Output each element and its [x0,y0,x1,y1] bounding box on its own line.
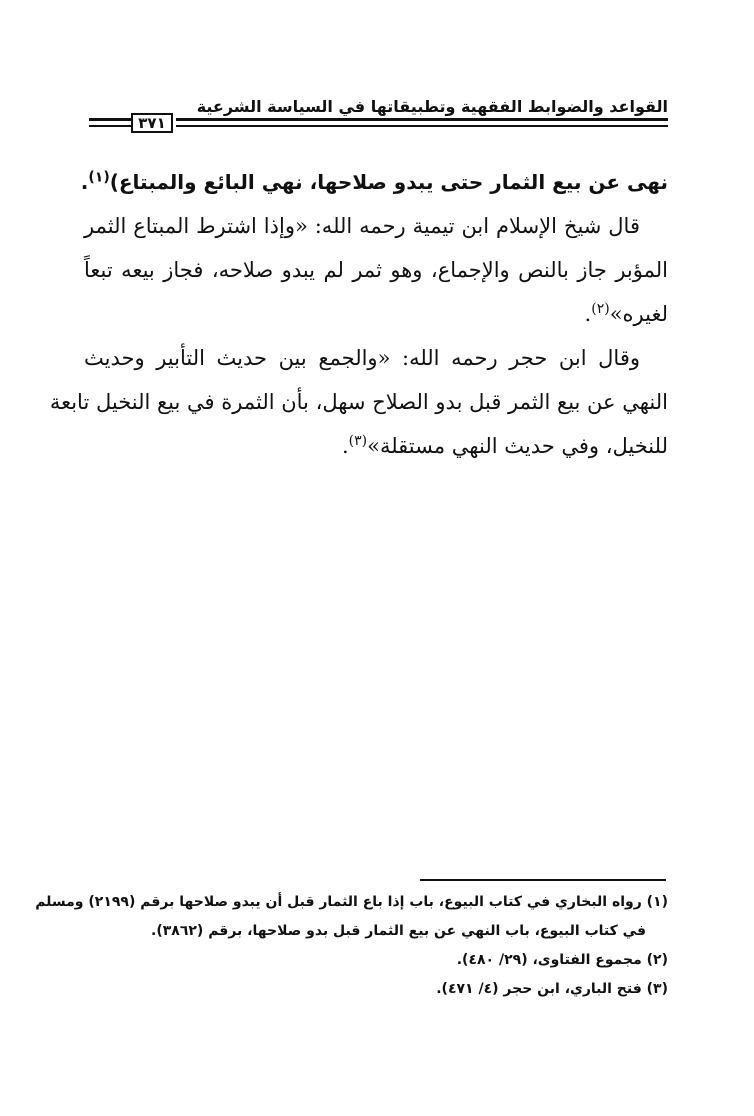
footnote-1-continuation: في كتاب البيوع، باب النهي عن بيع الثمار قبل بدو صلاحها، برقم (٣٨٦٢). [151,923,646,939]
footnote-3: (٣) فتح الباري، ابن حجر (٤/ ٤٧١). [436,981,668,997]
body-line-6: النهي عن بيع الثمر قبل بدو الصلاح سهل، بأن الثمرة في بيع النخيل تابعة [49,390,668,414]
footnote-2: (٢) مجموع الفتاوى، (٢٩/ ٤٨٠). [456,952,668,968]
body-line-2: قال شيخ الإسلام ابن تيمية رحمه الله: «وإذا اشترط المبتاع الثمر [84,214,640,238]
header-rule-short-top [89,118,131,121]
body-line-3: المؤبر جاز بالنص والإجماع، وهو ثمر لم يبدو صلاحه، فجاز بيعه تبعاً [84,258,668,282]
footnote-ref-3[interactable]: (٣) [348,433,368,449]
body-line-4: لغيره»$^{(٢)}$. [584,301,668,326]
header-rule-short-bottom [89,125,131,127]
body-line-1: نهى عن بيع الثمار حتى يبدو صلاحها، نهي البائع والمبتاع)$^{(١)}$. [80,169,668,194]
footnotes [35,888,668,1004]
body-text [49,160,668,468]
header-rule-long-bottom [176,125,668,127]
page-number: ٣٧١ [131,113,173,133]
footnote-ref-1[interactable]: (١) [88,169,110,186]
running-header-title: القواعد والضوابط الفقهية وتطبيقاتها في السياسة الشرعية [196,97,668,116]
body-line-5: وقال ابن حجر رحمه الله: «والجمع بين حديث التأبير وحديث [84,346,640,370]
footnote-1: (١) رواه البخاري في كتاب البيوع، باب إذا باع الثمار قبل أن يبدو صلاحها برقم (٢١٩٩) ومسلم [35,894,668,910]
footnote-ref-2[interactable]: (٢) [591,301,610,317]
header-rule-long-top [176,118,668,121]
body-line-7: للنخيل، وفي حديث النهي مستقلة»$^{(٣)}$. [341,433,668,458]
footnote-separator [420,879,666,881]
